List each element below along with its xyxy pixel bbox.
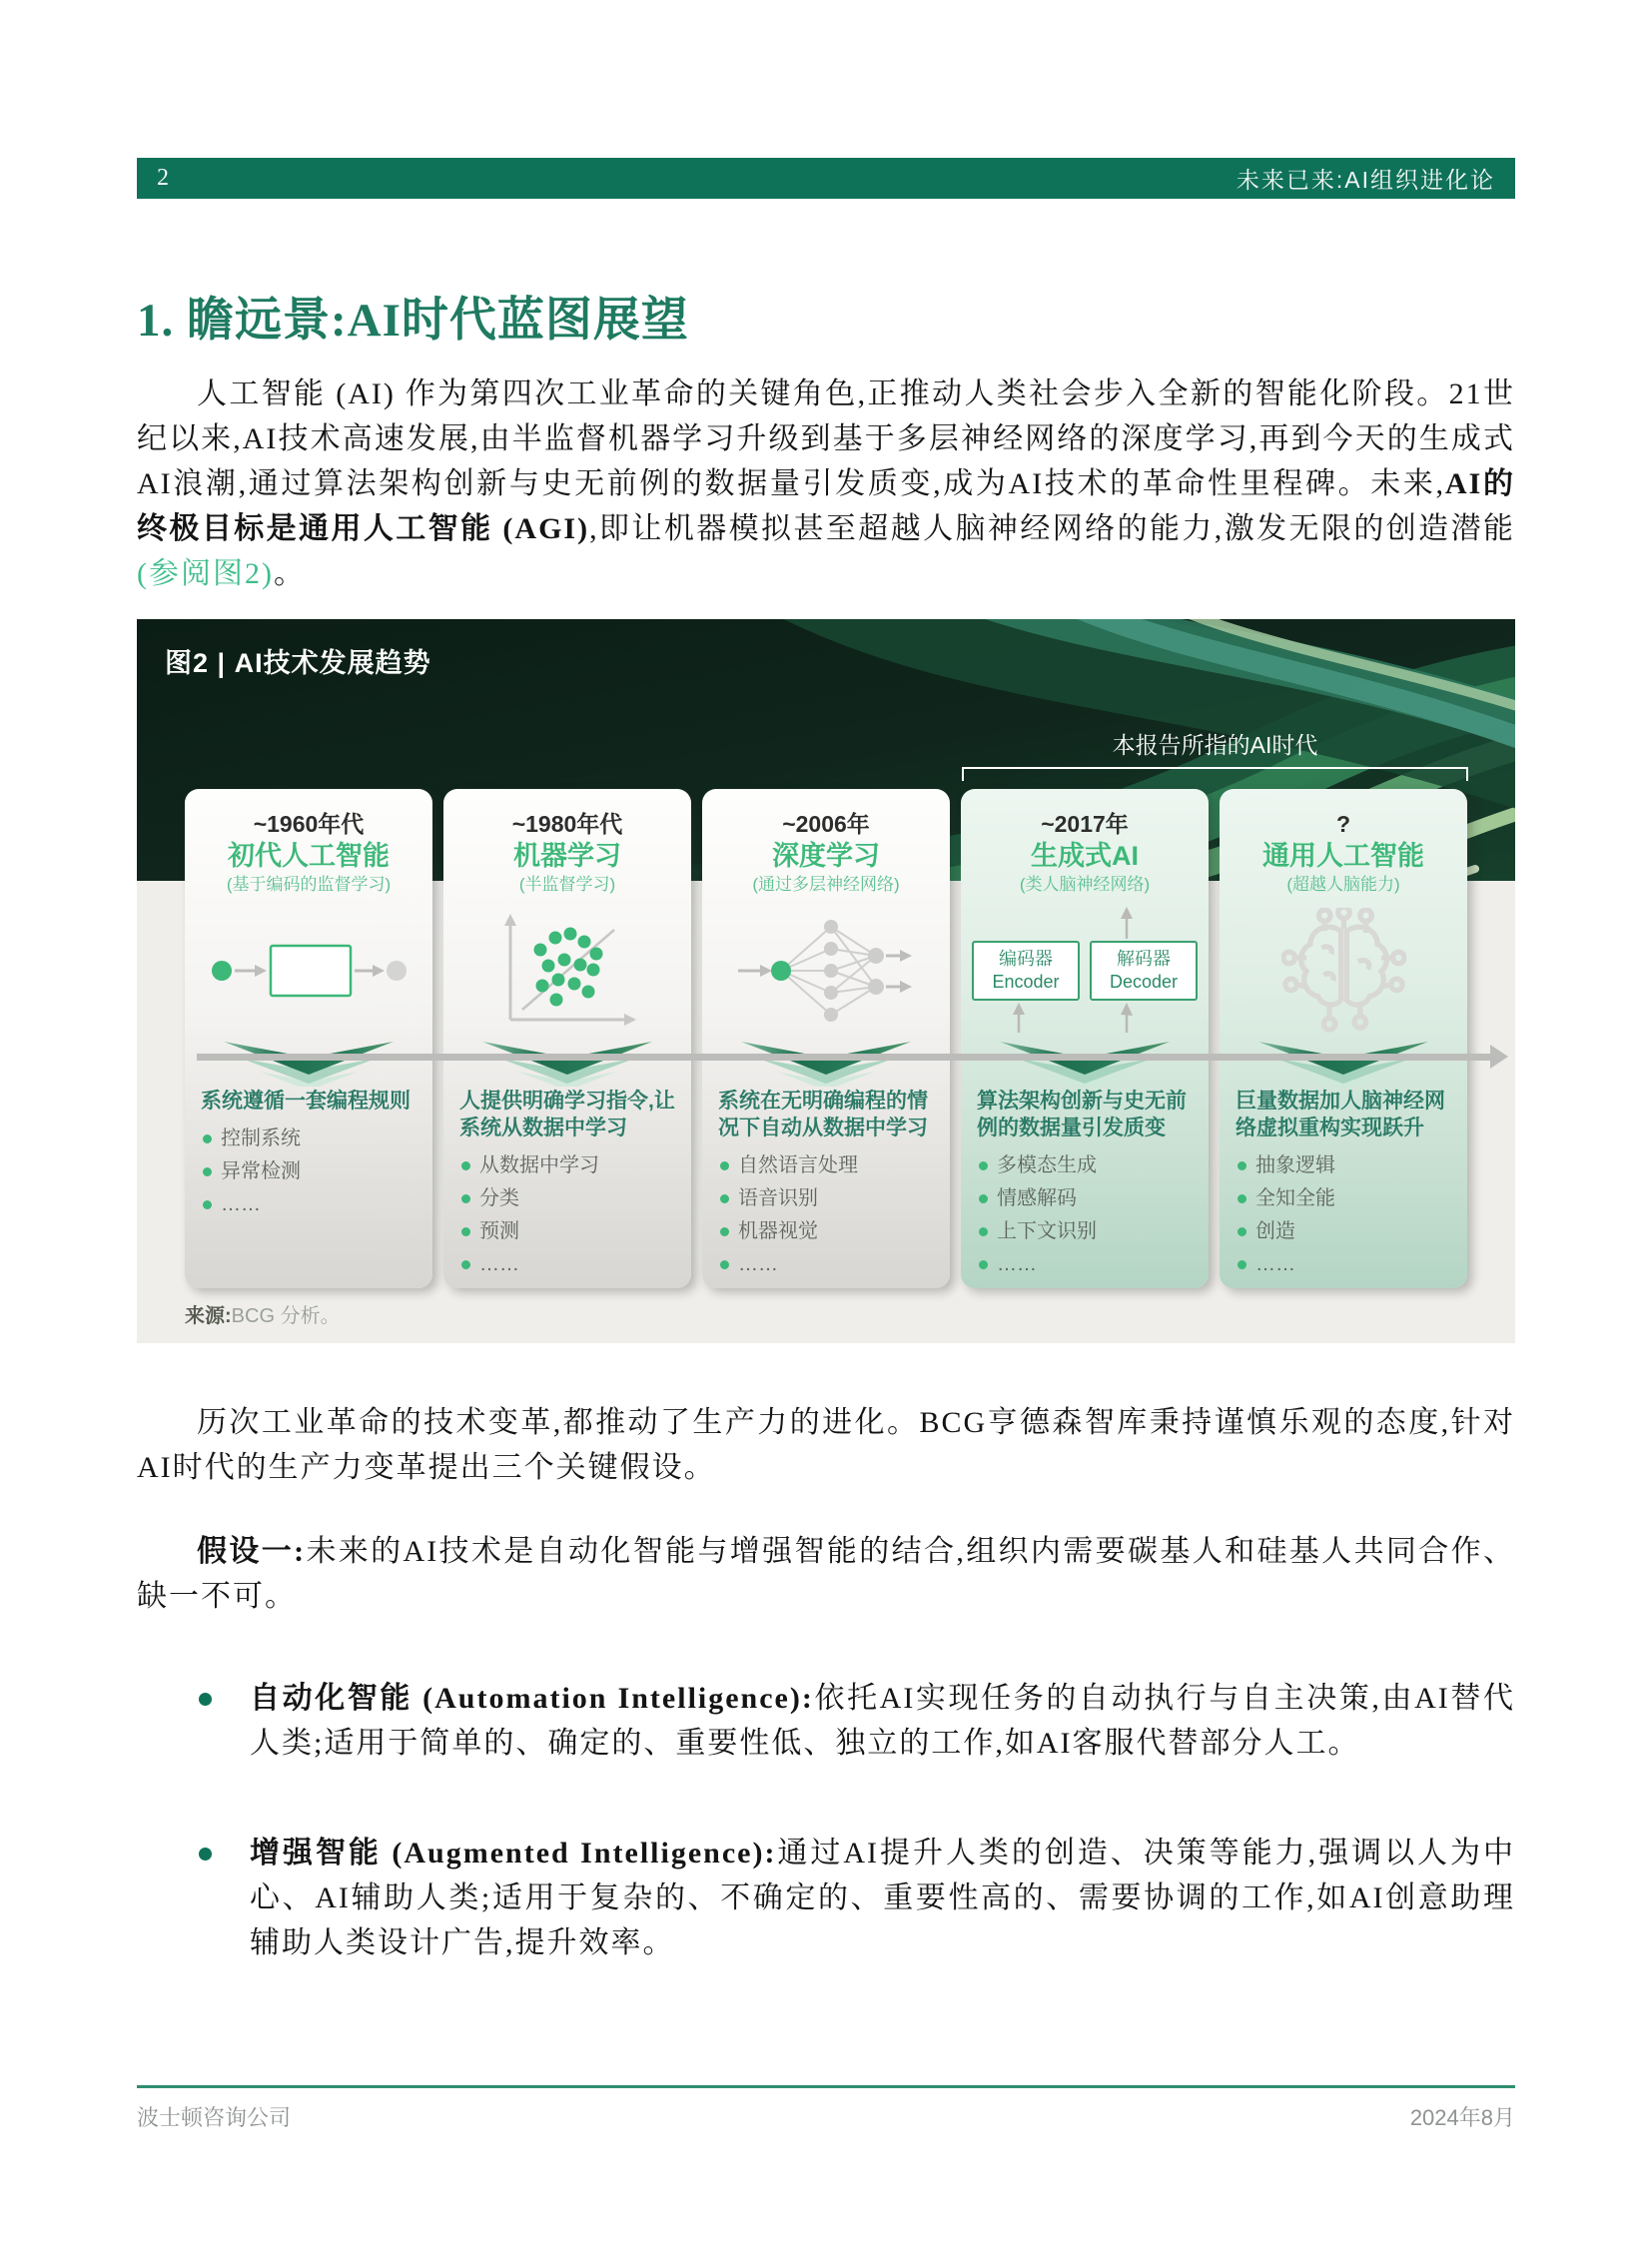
list-item: 抽象逻辑 [1236, 1149, 1451, 1182]
figure-2 [137, 619, 1515, 1343]
body-paragraph-revolutions: 历次工业革命的技术变革,都推动了生产力的进化。BCG亨德森智库秉持谨慎乐观的态度,针对AI时代的生产力变革提出三个关键假设。 [137, 1406, 1515, 1484]
chevron-down-icon [482, 1039, 652, 1087]
era-year: ~1980年代 [511, 811, 623, 837]
neural-network-icon [702, 903, 950, 1038]
chevron-down-icon [1000, 1039, 1170, 1087]
list-item: …… [718, 1248, 934, 1281]
era-desc-title: 算法架构创新与史无前例的数据量引发质变 [977, 1090, 1187, 1139]
era-card-early-ai [185, 789, 432, 1288]
footer-company: 波士顿咨询公司 [137, 2105, 292, 2130]
era-bullets [1236, 1149, 1451, 1281]
encoder-decoder-icon [961, 903, 1209, 1038]
era-desc-title: 系统遵循一套编程规则 [201, 1090, 411, 1113]
timeline-arrow [197, 1054, 1491, 1061]
era-bullets [718, 1149, 934, 1281]
hypothesis-1-label: 假设一: [197, 1535, 307, 1568]
brain-chip-icon [1220, 903, 1467, 1038]
arrow-up-icon [1012, 1003, 1026, 1033]
era-name: 通用人工智能 [1262, 841, 1424, 871]
bullet-dot-icon [199, 1848, 212, 1861]
era-name: 深度学习 [772, 841, 880, 871]
list-item-automation-intelligence [137, 1676, 1515, 1766]
page-number: 2 [157, 165, 169, 191]
era-year: ? [1335, 811, 1351, 837]
figure-title: 图2 | AI技术发展趋势 [165, 648, 431, 678]
era-bullets [977, 1149, 1193, 1281]
list-item: 上下文识别 [977, 1215, 1193, 1248]
era-name: 生成式AI [1031, 841, 1139, 871]
section-title: 1. 瞻远景:AI时代蓝图展望 [137, 295, 689, 347]
term-automation-intelligence: 自动化智能 (Automation Intelligence): [250, 1682, 814, 1715]
era-subtitle: (类人脑神经网络) [1019, 875, 1151, 894]
list-item: 异常检测 [201, 1155, 416, 1188]
list-item: 情感解码 [977, 1182, 1193, 1215]
list-item: …… [459, 1248, 675, 1281]
decoder-label-en: Decoder [1109, 971, 1179, 992]
intelligence-type-list [137, 1676, 1515, 2030]
list-item: …… [977, 1248, 1193, 1281]
era-cards [185, 789, 1468, 1288]
page-header-bar [137, 158, 1515, 199]
intro-text-3: 。 [273, 557, 306, 590]
era-card-generative-ai [961, 789, 1209, 1288]
desc-augmented-intelligence: 通过AI提升人类的创造、决策等能力,强调以人为中心、AI辅助人类;适用于复杂的、不确定的、重要性高的、需要协调的工作,如AI创意助理辅助人类设计广告,提升效率。 [250, 1837, 1516, 1959]
era-subtitle: (基于编码的监督学习) [226, 875, 392, 894]
arrow-up-icon [1120, 1003, 1134, 1033]
era-bullets [459, 1149, 675, 1281]
list-item: …… [201, 1188, 416, 1221]
footer-date: 2024年8月 [1409, 2105, 1515, 2130]
figure-reference-link[interactable]: (参阅图2) [137, 557, 274, 590]
desc-automation-intelligence: 依托AI实现任务的自动执行与自主决策,由AI替代人类;适用于简单的、确定的、重要性低、独立的工作,如AI客服代替部分人工。 [250, 1682, 1515, 1760]
era-desc-title: 人提供明确学习指令,让系统从数据中学习 [459, 1090, 675, 1139]
era-year: ~2006年 [782, 811, 870, 837]
source-text: BCG 分析。 [231, 1305, 341, 1327]
page-footer [137, 2101, 1515, 2132]
era-card-agi [1220, 789, 1467, 1288]
source-label: 来源: [185, 1305, 232, 1327]
encoder-label-en: Encoder [992, 971, 1060, 992]
era-year: ~2017年 [1041, 811, 1129, 837]
chevron-down-icon [1258, 1039, 1428, 1087]
list-item: 全知全能 [1236, 1182, 1451, 1215]
list-item: 控制系统 [201, 1122, 416, 1155]
era-subtitle: (半监督学习) [518, 875, 616, 894]
term-augmented-intelligence: 增强智能 (Augmented Intelligence): [250, 1837, 777, 1869]
list-item-augmented-intelligence [137, 1831, 1515, 1965]
flow-diagram-icon [185, 903, 432, 1038]
list-item: 语音识别 [718, 1182, 934, 1215]
intro-paragraph [137, 372, 1515, 596]
chevron-down-icon [741, 1039, 911, 1087]
era-bullets [201, 1122, 416, 1221]
era-desc-title: 巨量数据加人脑神经网络虚拟重构实现跃升 [1236, 1090, 1445, 1139]
era-year: ~1960年代 [253, 811, 365, 837]
decoder-label-cn: 解码器 [1117, 948, 1171, 969]
intro-text-1: 人工智能 (AI) 作为第四次工业革命的关键角色,正推动人类社会步入全新的智能化阶段。21世纪以来,AI技术高速发展,由半监督机器学习升级到基于多层神经网络的深度学习,再到今天的生成式AI浪潮,通过算法架构创新与史无前例的数据量引发质变,成为AI技术的革命性里程碑。未来, [137, 377, 1515, 500]
scatter-plot-icon [443, 903, 691, 1038]
chevron-down-icon [224, 1039, 394, 1087]
figure-source [185, 1299, 341, 1328]
report-title: 未来已来:AI组织进化论 [1236, 167, 1495, 193]
hypothesis-1-text: 未来的AI技术是自动化智能与增强智能的结合,组织内需要碳基人和硅基人共同合作、缺一不可。 [137, 1535, 1515, 1613]
ai-era-bracket [962, 767, 1468, 781]
list-item: 分类 [459, 1182, 675, 1215]
era-name: 初代人工智能 [228, 841, 390, 871]
era-desc-title: 系统在无明确编程的情况下自动从数据中学习 [718, 1090, 928, 1139]
list-item: 预测 [459, 1215, 675, 1248]
era-subtitle: (超越人脑能力) [1286, 875, 1400, 894]
list-item: 创造 [1236, 1215, 1451, 1248]
arrow-up-icon [1120, 907, 1134, 939]
ai-era-label: 本报告所指的AI时代 [1112, 732, 1318, 758]
list-item: 自然语言处理 [718, 1149, 934, 1182]
intro-text-2: ,即让机器模拟甚至超越人脑神经网络的能力,激发无限的创造潜能 [589, 512, 1516, 545]
era-card-machine-learning [443, 789, 691, 1288]
list-item: 从数据中学习 [459, 1149, 675, 1182]
era-name: 机器学习 [513, 841, 621, 871]
intro-bold-agi: AI的终极目标是通用人工智能 (AGI) [137, 467, 1515, 545]
body-paragraph-hypothesis-1 [137, 1529, 1515, 1619]
encoder-box [972, 941, 1080, 1001]
bullet-dot-icon [199, 1693, 212, 1706]
encoder-label-cn: 编码器 [999, 948, 1053, 969]
decoder-box [1090, 941, 1198, 1001]
era-subtitle: (通过多层神经网络) [752, 875, 900, 894]
list-item: 机器视觉 [718, 1215, 934, 1248]
era-card-deep-learning [702, 789, 950, 1288]
list-item: …… [1236, 1248, 1451, 1281]
footer-divider [137, 2085, 1515, 2088]
list-item: 多模态生成 [977, 1149, 1193, 1182]
